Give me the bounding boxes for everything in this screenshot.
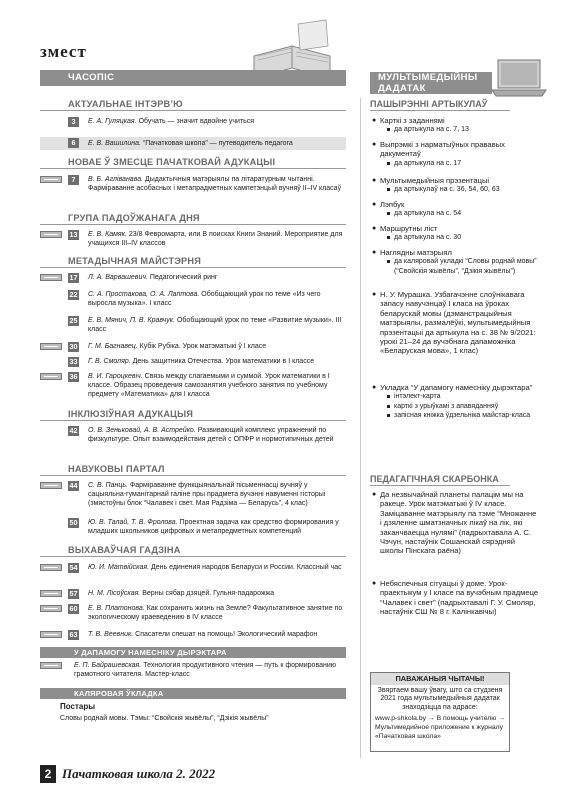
column-divider	[360, 98, 361, 758]
multimedia-marker-icon	[40, 662, 62, 669]
entry-author: Е. В. Мянич, П. В. Кравчук.	[88, 317, 176, 324]
treasury-item[interactable]: ● Да незвычайнай планеты палацім мы на ракеце. Урок матэматыкі ў ІV класе. Заміцаванне матэрыялу па тэме “Множанне і дзяленне шматзначных лікаў на лік, які заканчваецца нулямі” (падрыхтавала А. С. Чэчун, настаўнік Сошанскай сярэдняй школы Пінскага раёна)	[370, 490, 540, 556]
assistant-director-bar: У ДАПАМОГУ НАМЕСНІКУ ДЫРЭКТАРА	[40, 647, 346, 658]
page-number: 3	[68, 117, 79, 127]
entry-title: Обобщающий урок по теме «Из чего выросла музыка». І класс	[88, 291, 321, 307]
toc-entry[interactable]	[40, 290, 346, 310]
page-number: 30	[69, 342, 78, 351]
entry-title: Проектная задача как средство формирования у младших школьников цифровых и метапредметных компетенций	[88, 519, 339, 535]
page-number: 33	[69, 357, 78, 366]
entry-title: Как сохранить жизнь на Земле? Факультативное занятие по экологическому краеведению в ІV классе	[88, 605, 343, 621]
entry-title: 23/8 Февромарта, или В поисках Книги Знаний. Мероприятие для учащихся ІІІ–ІV классов	[88, 231, 343, 247]
multimedia-marker-icon	[40, 274, 62, 281]
notice-link[interactable]: www.p-shkola.by → В помощь учителю → Мультимедийное приложение к журналу «Пачатковая школа»	[375, 715, 506, 740]
multimedia-marker-icon	[40, 373, 62, 380]
supplement-title: Маршрутны ліст	[380, 224, 438, 233]
entry-title: Развивающий комплекс упражнений по физкультуре. Опыт взаимодействия детей с ОПФР и нормотипичных детей	[88, 427, 334, 443]
murashka-entry: Н. У. Мурашка. Узбагачэнне слоўнікавага запасу навучэнцаў І класа на ўроках беларускай мовы (дэманстрацыйныя матэрыялы, размалёўкі, мультымедыйныя прэзентацыі да артыкула на с. 38 № 9/2021: урокі 21–24 да вучэбнага дапаможніка «Беларуская мова», 1 клас)	[380, 290, 536, 356]
entry-author: С. А. Простакова, О. А. Лаптова.	[88, 291, 200, 298]
page-number: 50	[69, 518, 78, 527]
supplement-title: Выпрэмкі з нарматыўных прававых дакументаў	[380, 140, 505, 159]
section-heading: НАВУКОВЫ ПАРТАЛ	[40, 464, 346, 476]
toc-entry[interactable]	[40, 481, 346, 511]
section-heading: ВЫХАВАЎЧАЯ ГАДЗІНА	[40, 545, 346, 557]
page-number: 17	[69, 273, 78, 282]
entry-title: Обучать — значит вдвойне учиться	[138, 118, 255, 125]
supplement-item[interactable]: ● Наглядны матэрыял да каляровай укладкі “Словы роднай мовы” (“Свойскія жывёлы”, “Дзікія жывёлы”)	[370, 248, 540, 276]
treasury-item[interactable]: ● Небяспечныя сітуацыі ў доме. Урок-праектыкум у І класе па вучэбным прадмеце “Чалавек і свет” (падрыхтавалі Г. У. Смоляр, настаўнік СШ № 8 г. Калінкавічы)	[372, 579, 539, 617]
entry-title: День защитника Отечества. Урок математики в І классе	[132, 358, 315, 365]
toc-entry[interactable]	[40, 137, 346, 150]
supplement-ref: да артыкула на с. 7, 13	[370, 125, 540, 134]
multimedia-bar-line1: МУЛЬТЫМЕДЫЙНЫ	[378, 72, 478, 83]
treasury-text: Небяспечныя сітуацыі ў доме. Урок-праектыкум у І класе па вучэбным прадмеце “Чалавек і свет” (падрыхтавалі Г. У. Смоляр, настаўнік СШ № 8 г. Калінкавічы)	[380, 579, 539, 617]
section-heading: ІНКЛЮЗІЎНАЯ АДУКАЦЫЯ	[40, 409, 346, 421]
entry-title: День единения народов Беларуси и России. Классный час	[151, 564, 342, 571]
journal-footer: Пачатковая школа 2. 2022	[62, 766, 216, 781]
notice-title: ПАВАЖАНЫЯ ЧЫТАЧЫ!	[371, 673, 509, 685]
multimedia-marker-icon	[40, 343, 62, 350]
entry-title: Связь между слагаемыми и суммой. Урок математики в І классе. Образец проведения самозанятия учебного занятия по учебному предмету «Математика» для І класса	[88, 373, 330, 398]
supplement-item[interactable]: ● Маршрутны ліст да артыкула на с. 30	[370, 224, 540, 243]
toc-entry[interactable]	[40, 357, 346, 368]
supplement-ref: да артыкулаў на с. 36, 54, 60, 63	[370, 185, 540, 194]
page-number: 57	[69, 589, 78, 598]
treasury-text: Да незвычайнай планеты палацім мы на ракеце. Урок матэматыкі ў ІV класе. Заміцаванне матэрыялу па тэме “Множанне і дзяленне шматзначных лікаў на лік, які заканчваецца нулямі” (падрыхтавала А. С. Чэчун, настаўнік Сошанскай сярэдняй школы Пінскага раёна)	[380, 490, 537, 556]
entry-title: Спасатели спешат на помощь! Экологический марафон	[135, 631, 318, 638]
multimedia-marker-icon	[40, 564, 62, 571]
page-number: 22	[69, 290, 78, 299]
entry-author: Е. П. Байрашевская.	[74, 662, 142, 669]
supplement-title: Карткі з заданнямі	[380, 116, 445, 125]
entry-author: О. В. Зеньковай, А. В. Астрейко.	[88, 427, 196, 434]
entry-author: С. В. Панць.	[88, 482, 128, 489]
page-number: 63	[69, 630, 78, 639]
insert-text: Словы роднай мовы. Тэмы: “Свойскія жывёлы”, “Дзікія жывёлы”	[60, 715, 269, 722]
entry-author: Г. М. Багнавец.	[88, 343, 138, 350]
entry-title: Технология продуктивного чтения — путь к формированию грамотного читателя. Мастер-класс	[74, 662, 336, 678]
page-number: 36	[69, 372, 78, 381]
entry-author: Е. В. Камяк.	[88, 231, 127, 238]
entry-author: В. И. Гароцкевіч.	[88, 373, 143, 380]
color-insert-bar: КАЛЯРОВАЯ ЎКЛАДКА	[40, 688, 346, 699]
supplement-item[interactable]: ● Н. У. Мурашка. Узбагачэнне слоўнікавага запасу навучэнцаў І класа на ўроках беларускай мовы (дэманстрацыйныя матэрыялы, размалёўкі, мультымедыйныя прэзентацыі да артыкула на с. 38 № 9/2021: урокі 21–24 да вучэбнага дапаможніка «Беларуская мова», 1 клас)	[370, 290, 540, 356]
entry-title: Обобщающий урок по теме «Развитие музыки». ІІІ класс	[88, 317, 342, 333]
entry-author: В. Б. Агліванава.	[88, 176, 144, 183]
entry-author: Ю. В. Талай, Т. В. Фролова.	[88, 519, 178, 526]
page-number-footer: 2	[40, 765, 56, 783]
entry-author: Л. А. Варвашевич.	[88, 274, 148, 281]
page-number: 7	[68, 175, 79, 185]
multimedia-marker-icon	[40, 605, 62, 612]
page-number: 6	[68, 138, 79, 148]
supplement-title: Укладка “У дапамогу намесніку дырэктара”	[380, 383, 533, 392]
entry-author: Е. В. Платонова.	[88, 605, 145, 612]
supplement-ref: да артыкула на с. 54	[370, 209, 540, 218]
supplement-item[interactable]: ● Укладка “У дапамогу намесніку дырэктара” інтэлект-карта карткі з урыўкамі з апавяданняў запісная кніжка ўдзельніка майстар-класа	[370, 383, 540, 421]
page-number: 13	[69, 230, 78, 239]
right-section-heading: ПАШЫРЭННІ АРТЫКУЛАЎ	[370, 99, 510, 111]
section-heading: НОВАЕ Ў ЗМЕСЦЕ ПАЧАТКОВАЙ АДУКАЦЫІ	[40, 157, 346, 169]
supplement-ref: запісная кніжка ўдзельніка майстар-класа	[370, 411, 540, 420]
entry-title: Фарміраванне функцыянальнай пісьменнасці вучняў у сацыяльна-гуманітарнай галіне пры прадмета вучэнні навуменні гісторыі (змястоўны блок “Чалавек і свет. Мая Радзіма — Беларусь”, 4 клас)	[88, 482, 326, 507]
toc-entry[interactable]	[40, 563, 346, 583]
page-number: 42	[69, 426, 78, 435]
page-number: 54	[69, 563, 78, 572]
multimedia-section-bar	[370, 72, 492, 94]
toc-entry[interactable]	[40, 589, 346, 600]
page-number: 25	[69, 316, 78, 325]
toc-entry[interactable]	[40, 630, 346, 641]
supplement-item[interactable]: ● Выпрэмкі з нарматыўных прававых дакументаў да артыкула на с. 17	[370, 140, 540, 168]
entry-author: Е. В. Вашилина.	[88, 140, 141, 147]
supplement-ref: да артыкула на с. 30	[370, 233, 540, 242]
entry-title: Верны сябар дзяцей. Гульня-падарожжа	[142, 590, 275, 597]
toc-entry[interactable]	[40, 372, 346, 402]
entry-author: Т. В. Веевник.	[88, 631, 134, 638]
supplement-title: Мультымедыйныя прэзентацыі	[380, 176, 490, 185]
supplement-title: Лэпбук	[380, 200, 405, 209]
section-heading: ГРУПА ПАДОЎЖАНАГА ДНЯ	[40, 213, 346, 225]
entry-title: Кубік Рубіка. Урок матэматыкі ў І класе	[139, 343, 267, 350]
entry-author: Г. В. Смоляр.	[88, 358, 131, 365]
supplement-ref: да артыкула на с. 17	[370, 159, 540, 168]
section-heading: АКТУАЛЬНАЕ ІНТЭРВ’Ю	[40, 99, 346, 111]
supplement-item[interactable]: ● Карткі з заданнямі да артыкула на с. 7, 13	[370, 116, 540, 135]
entry-title: Дыдактычныя матэрыялы па літаратурным чытанні. Фарміраванне асобасных і метапрадметных кампетэнцый вучняў ІІ–ІV класаў	[88, 176, 342, 192]
right-section-heading: ПЕДАГАГІЧНАЯ СКАРБОНКА	[370, 474, 510, 486]
entry-title: Педагогический ринг	[149, 274, 218, 281]
entry-author: Н. М. Лісоўская.	[88, 590, 141, 597]
contents-title: змест	[40, 42, 87, 61]
toc-entry[interactable]	[40, 518, 346, 538]
entry-title: “Пачатковая школа” — путеводитель педагога	[142, 140, 293, 147]
readers-notice	[370, 672, 510, 752]
supplement-ref: карткі з урыўкамі з апавяданняў	[370, 402, 540, 411]
multimedia-bar-line2: ДАДАТАК	[378, 82, 426, 94]
toc-entry[interactable]	[40, 342, 346, 353]
multimedia-marker-icon	[40, 231, 62, 238]
toc-entry[interactable]	[40, 661, 346, 681]
page-number: 60	[69, 604, 78, 613]
laptop-icon	[490, 58, 548, 100]
multimedia-marker-icon	[40, 590, 62, 597]
supplement-item[interactable]: ● Мультымедыйныя прэзентацыі да артыкулаў на с. 36, 54, 60, 63	[370, 176, 540, 195]
supplement-title: Наглядны матэрыял	[380, 248, 452, 257]
toc-entry[interactable]	[40, 117, 346, 128]
toc-entry[interactable]	[40, 604, 346, 624]
journal-section-bar: ЧАСОПІС	[40, 70, 346, 86]
toc-entry[interactable]	[40, 175, 346, 205]
page-number: 44	[69, 481, 78, 490]
insert-title: Постары	[60, 702, 96, 711]
toc-entry[interactable]	[40, 426, 346, 456]
multimedia-marker-icon	[40, 631, 62, 638]
multimedia-marker-icon	[40, 482, 62, 489]
toc-entry[interactable]	[40, 230, 346, 250]
entry-author: Ю. И. Матвійская.	[88, 564, 150, 571]
toc-entry[interactable]	[40, 273, 346, 284]
supplement-ref: інтэлект-карта	[370, 392, 540, 401]
section-heading: МЕТАДЫЧНАЯ МАЙСТЭРНЯ	[40, 256, 346, 268]
entry-author: Е. А. Гуляцкая.	[88, 118, 137, 125]
multimedia-marker-icon	[40, 176, 62, 183]
notice-text: Звяртаем вашу ўвагу, што са студзеня 2021 года мультымедыйныя дадатак знаходзіцца па адрасе:	[377, 686, 503, 711]
supplement-ref: да каляровай укладкі “Словы роднай мовы” (“Свойскія жывёлы”, “Дзікія жывёлы”)	[370, 257, 540, 276]
toc-entry[interactable]	[40, 316, 346, 336]
supplement-item[interactable]: ● Лэпбук да артыкула на с. 54	[370, 200, 540, 219]
